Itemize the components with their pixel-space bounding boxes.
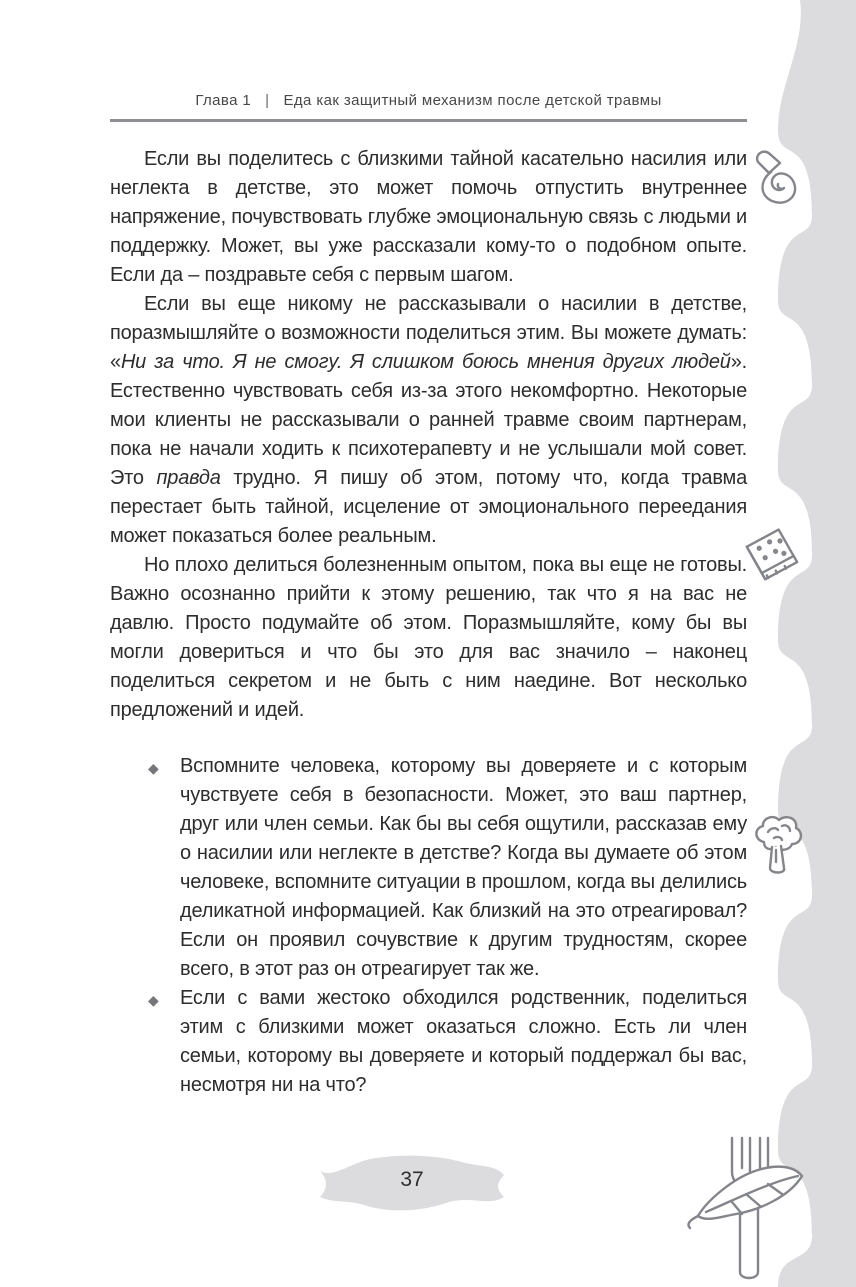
running-header <box>110 92 747 109</box>
header-rule <box>110 119 747 122</box>
paragraph: Но плохо делиться болезненным опытом, пока вы еще не готовы. Важно осознанно прийти к этому решению, так что я на вас не давлю. Просто подумайте об этом. Поразмышляйте, кому бы вы могли довериться и что бы это для вас значило – наконец поделиться секретом и не быть с ним наедине. Вот несколько предложений и идей. <box>110 554 747 721</box>
page-number: 37 <box>400 1168 424 1191</box>
header-divider: | <box>265 92 270 109</box>
paragraph: Если вы поделитесь с близкими тайной касательно насилия или неглекта в детстве, это может помочь отпустить внутреннее напряжение, почувствовать глубже эмоциональную связь с людьми и поддержку. Может, вы уже рассказали кому-то о подобном опыте. Если да – поздравьте себя с первым шагом. <box>110 148 747 286</box>
list-item-text: Вспомните человека, которому вы доверяете и с которым чувствуете себя в безопасности. Может, это ваш партнер, друг или член семьи. Как бы вы себя ощутили, рассказав ему о насилии или неглекте в детстве? Когда вы думаете об этом человеке, вспомните ситуации в прошлом, когда вы делились деликатной информацией. Как близкий на это отреагировал? Если он проявил сочувствие к другим трудностям, скорее всего, в этот раз он отреагирует так же. <box>180 755 747 980</box>
crackers-icon <box>744 520 802 602</box>
diamond-bullet-icon: ◆ <box>148 760 159 776</box>
list-item <box>110 752 747 984</box>
mushroom-icon <box>750 148 802 210</box>
chapter-label: Глава 1 <box>195 92 252 109</box>
list-item-text: Если с вами жестоко обходился родственник, поделиться этим с близкими может оказаться сложно. Есть ли член семьи, которому вы доверяете и который поддержал бы вас, несмотря ни на что? <box>180 987 747 1096</box>
broccoli-icon <box>750 812 808 886</box>
text-column <box>110 145 747 1100</box>
chapter-title: Еда как защитный механизм после детской травмы <box>283 92 662 109</box>
paragraph: Если вы еще никому не рассказывали о насилии в детстве, поразмышляйте о возможности поделиться этим. Вы можете думать: «Ни за что. Я не смогу. Я слишком боюсь мнения других людей». Естественно чувствовать себя из-за этого некомфортно. Некоторые мои клиенты не рассказывали о ранней травме своим партнерам, пока не начали ходить к психотерапевту и не услышали мой совет. Это правда трудно. Я пишу об этом, потому что, когда травма перестает быть тайной, исцеление от эмоционального переедания может показаться более реальным. <box>110 293 747 547</box>
fork-with-leaf-icon <box>684 1132 808 1287</box>
diamond-bullet-icon: ◆ <box>148 992 159 1008</box>
bullet-list <box>110 752 747 1100</box>
list-item <box>110 984 747 1100</box>
